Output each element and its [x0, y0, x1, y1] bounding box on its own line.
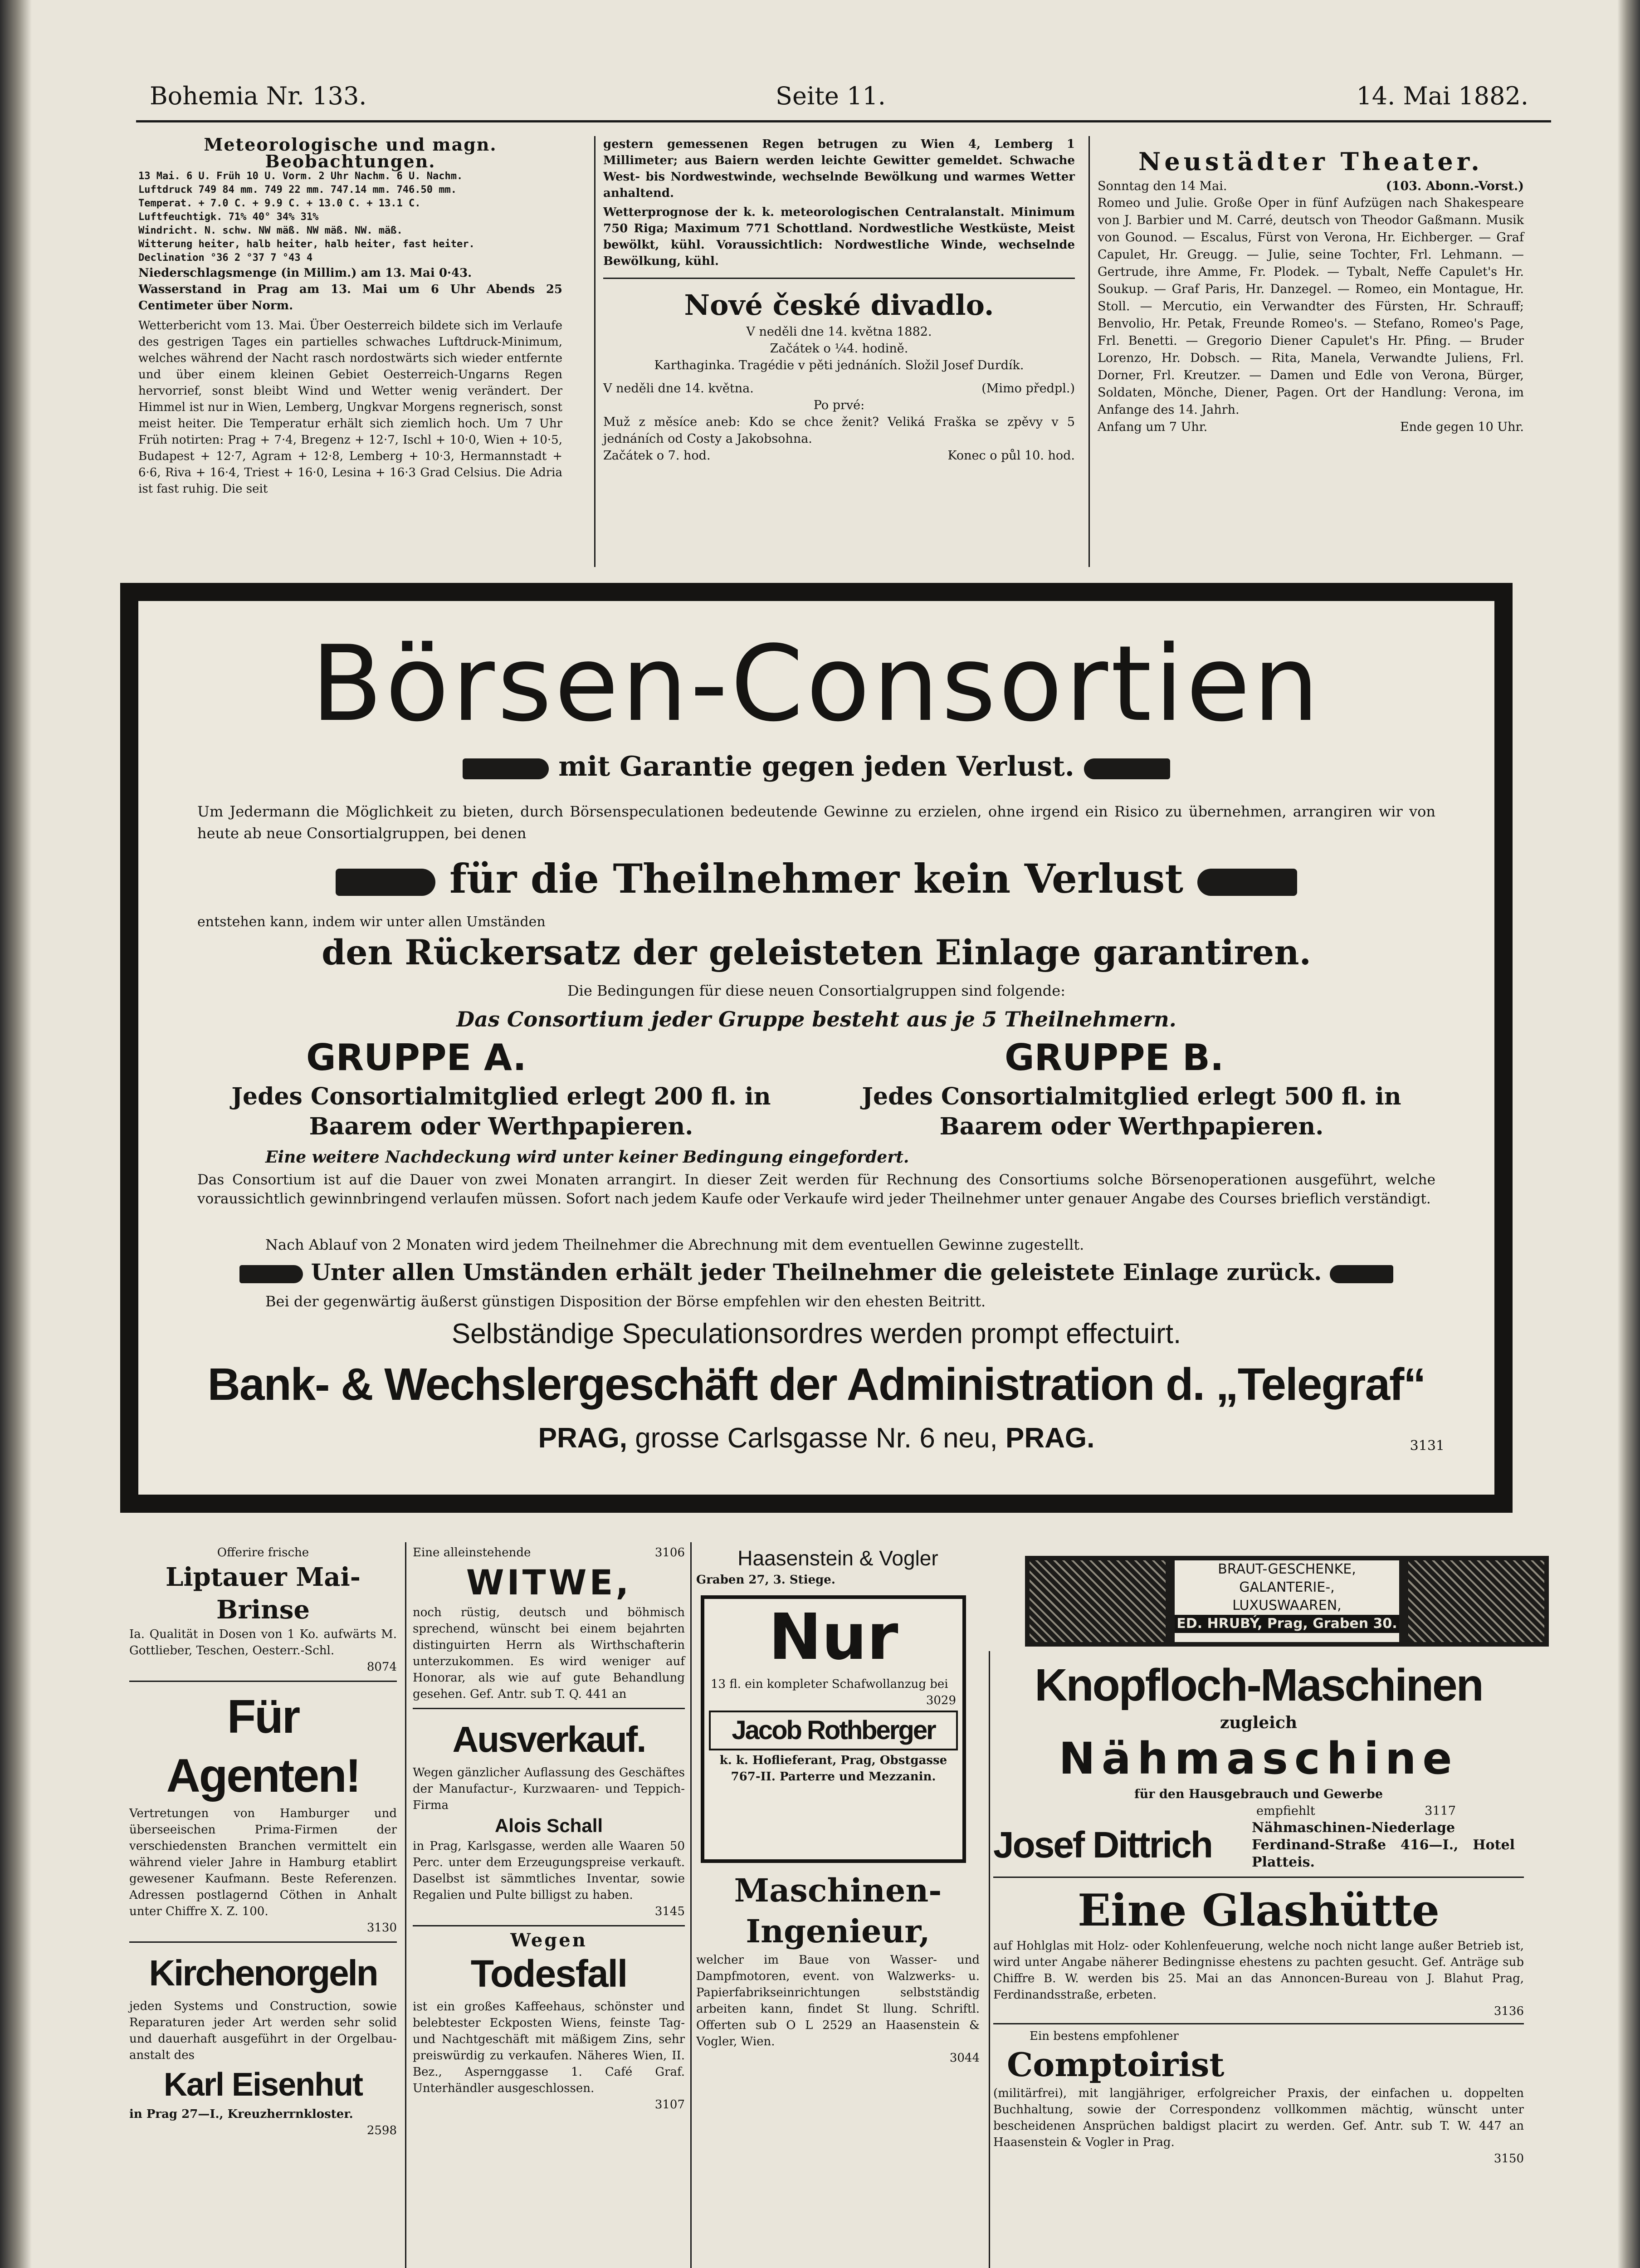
column-rule — [1088, 136, 1090, 567]
nur-title: Nur — [768, 1600, 898, 1674]
naehmaschine-empfiehlt: empfiehlt — [1256, 1804, 1315, 1818]
witwe-title: WITWE, — [466, 1562, 632, 1603]
witwe-text: noch rüstig, deutsch und böhmisch sprechend, wünscht bei einem bejahrten distinguirten Herrn als Wirthschafterin unterzukommen. Es wird weniger auf Honorar, als wie auf gute Behandlung gesehen. Gef. Antr. sub T. Q. 441 an — [413, 1606, 685, 1701]
ad-guarantee-text: mit Garantie gegen jeden Verlust. — [558, 751, 1074, 782]
comptoirist-title: Comptoirist — [1007, 2045, 1225, 2084]
scan-edge-right — [1617, 0, 1640, 2268]
theatre-times — [1098, 419, 1524, 435]
ad-number: 3131 — [1410, 1438, 1445, 1454]
czech-theatre-premiere: Po prvé: — [813, 398, 865, 412]
nur-text: 13 fl. ein kompleter Schafwollanzug bei — [711, 1677, 948, 1691]
hruby-line: BRAUT-GESCHENKE, — [1218, 1561, 1356, 1577]
glashuette-text: auf Hohlglas mit Holz- oder Kohlenfeuerung, welche noch nicht lange außer Betrieb ist, wird unter Angabe näherer Bedingnisse ehestens zu pachten gesucht. Gef. Anträge sub Chiffre B. W. werden bis 25. Mai an das Annoncen-Bureau von J. Blahut Prag, Ferdinandsstraße, erbeten. — [993, 1939, 1524, 2002]
ad-duration: Das Consortium ist auf die Dauer von zwei Monaten arrangirt. In dieser Zeit werden für Rechnung des Consortiums solche Börsenoperationen ausgeführt, welche voraussichtlich gewinnbringend verlaufen müssen. Sofort nach jedem Kaufe oder Verkaufe wird jeder Theilnehmer unter genauer Angabe des Courses brieflich verständigt. — [197, 1172, 1435, 1207]
met-title: Meteorologische und magn. Beobachtungen. — [204, 134, 497, 171]
ingenieur-num: 3044 — [949, 2051, 980, 2065]
hruby-line: GALANTERIE-, — [1239, 1579, 1335, 1595]
glashuette-title: Eine Glashütte — [1078, 1885, 1440, 1936]
column-rule — [405, 1542, 406, 2268]
eisenhut-address: in Prag 27—I., Kreuzherrnkloster. — [129, 2107, 353, 2121]
witwe-address: Graben 27, 3. Stiege. — [696, 1573, 835, 1587]
ad-no-loss-text: für die Theilnehmer kein Verlust — [449, 855, 1183, 902]
comptoirist-intro: Ein bestens empfohlener — [1030, 2029, 1179, 2043]
czech-theatre-start: Začátek o ¼4. hodině. — [770, 342, 908, 356]
todesfall-title: Todesfall — [470, 1952, 627, 1995]
knopfloch-zugleich: zugleich — [1220, 1713, 1298, 1732]
met-row: Temperat. + 7.0 C. + 9.9 C. + 13.0 C. + 13.1 C. — [138, 198, 421, 209]
pointing-hand-icon — [463, 758, 549, 779]
ad-conditions: Die Bedingungen für diese neuen Consortialgruppen sind folgende: — [567, 982, 1065, 999]
theatre-date: Sonntag den 14 Mai. — [1098, 179, 1227, 193]
czech-theatre-start2: Začátek o 7. hod. — [603, 449, 711, 463]
ad-recommend: Bei der gegenwärtig äußerst günstigen Disposition der Börse empfehlen wir den ehesten Beitritt. — [265, 1293, 986, 1310]
ad-bank: Bank- & Wechslergeschäft der Administration d. „Telegraf“ — [207, 1359, 1425, 1410]
glashuette-num: 3136 — [1494, 2004, 1524, 2018]
dittrich-name: Josef Dittrich — [993, 1824, 1212, 1866]
met-row: Luftfeuchtigk. 71% 40° 34% 31% — [138, 211, 319, 223]
agenten-num: 3130 — [366, 1921, 397, 1935]
ausverkauf-num: 3145 — [654, 1905, 685, 1918]
dittrich-address: Nähmaschinen-Niederlage Ferdinand-Straße 416—I., Hotel Platteis. — [1252, 1820, 1515, 1870]
naehmaschine-title: Nähmaschine — [1059, 1733, 1459, 1784]
ausverkauf-text2: in Prag, Karlsgasse, werden alle Waaren 50 Perc. unter dem Erzeugungspreise verkauft. Daselbst ist sämmtliches Inventar, sowie Regalien und Pulte billigst zu haben. — [413, 1839, 685, 1902]
comptoirist-num: 3150 — [1494, 2152, 1524, 2165]
ad-return-text: Unter allen Umständen erhält jeder Theilnehmer die geleistete Einlage zurück. — [311, 1259, 1322, 1286]
rothberger-ad — [701, 1595, 966, 1863]
weather-prognosis: Wetterprognose der k. k. meteorologischen Centralanstalt. Minimum 750 Riga; Maximum 771 Schottland. Nordwestliche Westküste, Meist bewölkt, kühl. Voraussichtlich: Nordwestliche Winde, wechselnde Bewölkung, kühl. — [603, 205, 1075, 268]
czech-theatre-times — [603, 447, 1075, 464]
eisenhut-name: Karl Eisenhut — [163, 2067, 363, 2103]
ad-city: PRAG, — [538, 1422, 628, 1454]
ads-column-a — [129, 1545, 397, 2139]
witwe-intro: Eine alleinstehende — [413, 1546, 531, 1559]
ad-city: PRAG. — [1005, 1422, 1095, 1454]
ads-column-d — [993, 1656, 1524, 2167]
ad-groups — [197, 1036, 1435, 1077]
pointing-hand-icon — [239, 1265, 303, 1283]
ad-refund: den Rückersatz der geleisteten Einlage garantiren. — [322, 932, 1311, 973]
todesfall-text: ist ein großes Kaffeehaus, schönster und belebtester Eckposten Wiens, feinste Tag- und Nachtgeschäft mit mäßigem Zins, sehr preiswürdig zu verkaufen. Näheres Wien, II. Bez., Aspernggasse 1. Café Graf. Unterhändler ausgeschlossen. — [413, 2000, 685, 2095]
liptauer-num: 8074 — [366, 1660, 397, 1674]
ad-street: grosse Carlsgasse Nr. 6 neu, — [635, 1422, 998, 1454]
todesfall-num: 3107 — [654, 2098, 685, 2112]
scan-edge-left — [0, 0, 32, 2268]
agenten-title: Für Agenten! — [166, 1691, 360, 1802]
witwe-num: 3106 — [654, 1546, 685, 1559]
czech-theatre-date: V neděli dne 14. května 1882. — [746, 325, 932, 339]
group-a: GRUPPE A. — [306, 1036, 527, 1079]
czech-theatre-date2-row — [603, 380, 1075, 397]
rothberger-address: k. k. Hoflieferant, Prag, Obstgasse 767-II. Parterre und Mezzanin. — [719, 1754, 947, 1784]
hruby-text — [1175, 1560, 1399, 1642]
pointing-hand-icon — [336, 869, 435, 896]
met-row: Declination °36 2 °37 7 °43 4 — [138, 252, 313, 264]
theatre-date-row — [1098, 178, 1524, 195]
ad-rule — [993, 1877, 1524, 1878]
met-column — [138, 136, 562, 497]
nur-num: 3029 — [926, 1694, 956, 1707]
ad-intro: Um Jedermann die Möglichkeit zu bieten, durch Börsenspeculationen bedeutende Gewinne zu erzielen, ohne irgend ein Risico zu übernehmen, arrangiren wir von heute ab neue Consortialgruppen, bei denen — [197, 803, 1435, 842]
met-report: Wetterbericht vom 13. Mai. Über Oesterreich bildete sich im Verlaufe des gestrigen Tages ein partielles schwaches Luftdruck-Minimum, welches während der Nacht rasch nordostwärts sich wieder entfernte und über einem kleinen Gebiet Oesterreich-Ungarns Regen hervorrief, sonst bleibt Wind und Wetter wenig verändert. Der Himmel ist nur in Wien, Lemberg, Ungkvar Morgens regnerisch, sonst meist heiter. Die Temperatur erhält sich ziemlich hoch. Um 7 Uhr Früh notirten: Prag + 7·4, Bregenz + 12·7, Ischl + 10·0, Wien + 10·5, Budapest + 12·7, Agram + 12·8, Lemberg + 10·3, Hermannstadt + 6·6, Riva + 16·4, Triest + 16·0, Lesina + 16·3 Grad Celsius. Die Adria ist fast ruhig. Die seit — [138, 319, 562, 496]
paper-title: Bohemia Nr. 133. — [150, 82, 367, 110]
page-header — [150, 82, 1528, 118]
column-rule — [594, 136, 595, 567]
ad-inner — [138, 601, 1494, 1495]
ad-rule — [129, 1681, 397, 1682]
todesfall-intro: Wegen — [510, 1930, 587, 1951]
section-rule — [603, 278, 1075, 279]
group-a-terms: Jedes Consortialmitglied erlegt 200 fl. in Baarem oder Werthpapieren. — [231, 1083, 771, 1140]
met-row: Luftdruck 749 84 mm. 749 22 mm. 747.14 mm. 746.50 mm. — [138, 184, 457, 196]
witwe-firm: Haasenstein & Vogler — [737, 1546, 938, 1570]
met-water: Wasserstand in Prag am 13. Mai um 6 Uhr Abends 25 Centimeter über Norm. — [138, 283, 562, 313]
ad-circumstances: entstehen kann, indem wir unter allen Umständen — [197, 914, 546, 930]
met-table — [138, 170, 562, 265]
ad-no-loss — [197, 855, 1435, 902]
ad-rule — [413, 1708, 685, 1709]
ingenieur-text: welcher im Baue von Wasser- und Dampfmotoren, event. von Walzwerks- u. Papierfabrikseinrichtungen selbstständig arbeiten kann, findet St llung. Schriftl. Offerten sub O L 2529 an Haasenstein & Vogler, Wien. — [696, 1953, 980, 2048]
eisenhut-num: 2598 — [366, 2124, 397, 2137]
met-row: 13 Mai. 6 U. Früh 10 U. Vorm. 2 Uhr Nachm. 6 U. Nachm. — [138, 171, 463, 182]
witwe-intro-row — [413, 1545, 685, 1561]
ad-address — [197, 1422, 1435, 1454]
pointing-hand-icon — [1330, 1265, 1393, 1283]
naehmaschine-sub: für den Hausgebrauch und Gewerbe — [1134, 1787, 1383, 1801]
kirchenorgeln-title: Kirchenorgeln — [149, 1953, 377, 1993]
czech-theatre-end2: Konec o půl 10. hod. — [947, 449, 1075, 463]
ad-rule — [993, 2023, 1524, 2024]
czech-theatre-title: Nové české divadlo. — [684, 288, 994, 322]
hruby-line: LUXUSWAAREN, — [1232, 1598, 1342, 1613]
ads-column-b — [413, 1545, 685, 2113]
weather-cont: gestern gemessenen Regen betrugen zu Wien 4, Lemberg 1 Millimeter; aus Baiern werden leichte Gewitter gemeldet. Schwache West- bis Nordwestwinde, wechselnde Bewölkung und warmes Wetter anhaltend. — [603, 137, 1075, 200]
met-precip: Niederschlagsmenge (in Millim.) am 13. Mai 0·43. — [138, 266, 472, 280]
ad-settlement: Nach Ablauf von 2 Monaten wird jedem Theilnehmer die Abrechnung mit dem eventuellen Gewinne zugestellt. — [265, 1236, 1084, 1253]
header-rule — [136, 120, 1551, 122]
ad-title: Börsen-Consortien — [311, 624, 1322, 745]
theatre-start: Anfang um 7 Uhr. — [1098, 420, 1208, 434]
czech-theatre-note: (Mimo předpl.) — [981, 381, 1075, 396]
hruby-address: ED. HRUBÝ, Prag, Graben 30. — [1175, 1615, 1399, 1633]
boersen-consortien-ad — [120, 583, 1513, 1513]
ad-consortium-size: Das Consortium jeder Gruppe besteht aus je 5 Theilnehmern. — [456, 1007, 1176, 1031]
page-number: Seite 11. — [776, 82, 886, 110]
theatre-abonn: (103. Abonn.-Vorst.) — [1386, 179, 1524, 193]
ornament-decoration-icon — [1030, 1560, 1166, 1642]
hruby-ad — [1025, 1556, 1549, 1647]
met-row: Witterung heiter, halb heiter, halb heiter, fast heiter. — [138, 239, 475, 250]
pointing-hand-icon — [1084, 758, 1170, 779]
weather-column — [603, 136, 1075, 464]
theatre-end: Ende gegen 10 Uhr. — [1400, 420, 1524, 434]
czech-theatre-play2: Muž z měsíce aneb: Kdo se chce ženit? Veliká Fraška se zpěvy v 5 jednáních od Costy a Jakobsohna. — [603, 415, 1075, 446]
met-row: Windricht. N. schw. NW mäß. NW mäß. NW. mäß. — [138, 225, 403, 236]
czech-theatre-play: Karthaginka. Tragédie v pěti jednáních. Složil Josef Durdík. — [654, 358, 1024, 372]
column-rule — [989, 1651, 990, 2268]
ingenieur-title: Maschinen-Ingenieur, — [734, 1872, 942, 1950]
ad-rule — [413, 1925, 685, 1926]
naehmaschine-num: 3117 — [1425, 1804, 1456, 1818]
ad-return — [197, 1259, 1435, 1286]
dittrich-row — [993, 1819, 1524, 1871]
ad-no-further: Eine weitere Nachdeckung wird unter keiner Bedingung eingefordert. — [265, 1148, 909, 1167]
knopfloch-title: Knopfloch-Maschinen — [1035, 1660, 1483, 1711]
kirchenorgeln-text: jeden Systems und Construction, sowie Reparaturen jeder Art werden sehr solid und dauerhaft ausgeführt in der Orgelbau-anstalt des — [129, 1999, 397, 2062]
schall-name: Alois Schall — [494, 1815, 603, 1836]
naehmaschine-row — [993, 1803, 1524, 1819]
ausverkauf-title: Ausverkauf. — [452, 1719, 645, 1760]
group-b-terms: Jedes Consortialmitglied erlegt 500 fl. in Baarem oder Werthpapieren. — [862, 1083, 1401, 1140]
theatre-cast: Romeo und Julie. Große Oper in fünf Aufzügen nach Shakespeare von J. Barbier und M. Carré, deutsch von Theodor Gaßmann. Musik von Gounod. — Escalus, Fürst von Verona, Hr. Eichberger. — Graf Capulet, Hr. Greugg. — Julie, seine Tochter, Frl. Lehmann. — Gertrude, ihre Amme, Fr. Plodek. — Tybalt, Neffe Capulet's Hr. Soukup. — Graf Paris, Hr. Danzegel. — Romeo, ein Montague, Hr. Stoll. — Mercutio, ein Verwandter des Fürsten, Hr. Schrauff; Benvolio, Hr. Petak, Freunde Romeo's. — Stefano, Romeo's Page, Frl. Benetti. — Gregorio Diener Capulet's Hr. Pfing. — Bruder Lorenzo, Hr. Dobsch. — Rita, Manela, Verwandte Juliens, Frl. Dorner, Frl. Kreutzer. — Damen und Edle von Verona, Bürger, Soldaten, Mönche, Diener, Pagen. Ort der Handlung: Verona, im Anfange des 14. Jahrh. — [1098, 196, 1524, 417]
ad-speculation: Selbständige Speculationsordres werden prompt effectuirt. — [451, 1318, 1181, 1349]
liptauer-text: Ia. Qualität in Dosen von 1 Ko. aufwärts M. Gottlieber, Teschen, Oesterr.-Schl. — [129, 1628, 397, 1657]
pointing-hand-icon — [1197, 869, 1297, 896]
ausverkauf-text: Wegen gänzlicher Auflassung des Geschäftes der Manufactur-, Kurzwaaren- und Teppich-Firma — [413, 1766, 685, 1812]
ad-guarantee — [197, 751, 1435, 782]
liptauer-title: Liptauer Mai-Brinse — [165, 1562, 361, 1625]
comptoirist-text: (militärfrei), mit langjähriger, erfolgreicher Praxis, der einfachen u. doppelten Buchhaltung, sowie der Correspondenz vollkommen mächtig, wünscht unter bescheidenen Ansprüchen baldigst placirt zu werden. Gef. Antr. sub T. W. 447 an Haasenstein & Vogler in Prag. — [993, 2087, 1524, 2149]
ornament-decoration-icon — [1408, 1560, 1544, 1642]
rothberger-name: Jacob Rothberger — [709, 1711, 958, 1750]
czech-theatre-date2: V neděli dne 14. května. — [603, 381, 754, 396]
theatre-column — [1098, 145, 1524, 435]
issue-date: 14. Mai 1882. — [1356, 82, 1528, 110]
neustaedter-theatre-title: Neustädter Theater. — [1138, 147, 1483, 176]
group-b: GRUPPE B. — [1005, 1036, 1224, 1079]
ad-rule — [129, 1941, 397, 1943]
column-rule — [690, 1542, 692, 2268]
ads-column-c — [696, 1545, 980, 2066]
agenten-text: Vertretungen von Hamburger und überseeischen Prima-Firmen der verschiedensten Branchen vermittelt ein während vieler Jahre in Hamburg etablirt gewesener Kaufmann. Beste Referenzen. Adressen postlagernd Cöthen in Anhalt unter Chiffre X. Z. 100. — [129, 1807, 397, 1918]
liptauer-intro: Offerire frische — [217, 1546, 309, 1559]
